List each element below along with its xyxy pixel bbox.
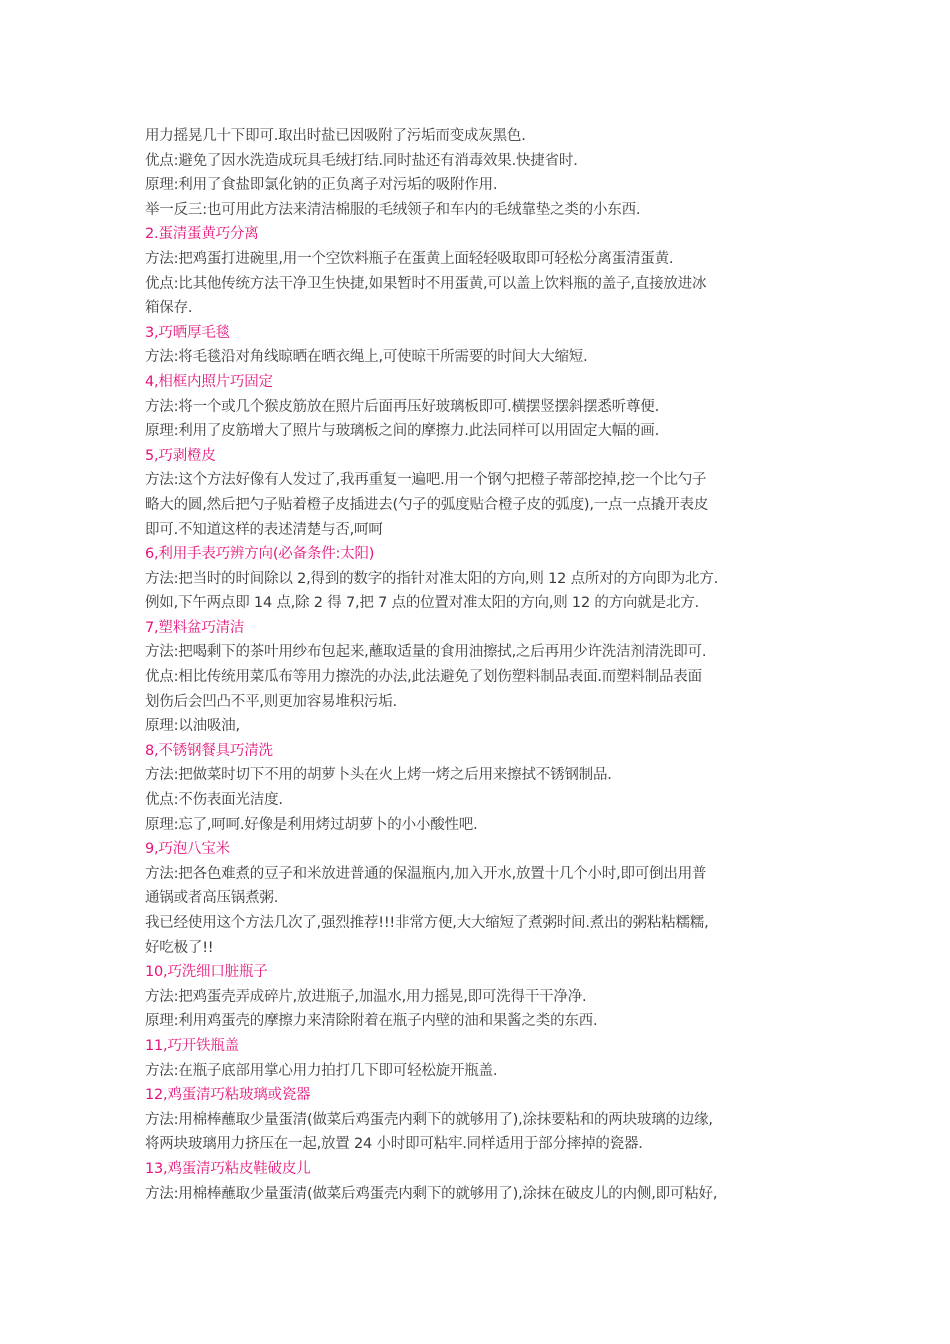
- body-text-line: 原理:忘了,呵呵.好像是利用烤过胡萝卜的小小酸性吧.: [145, 816, 478, 833]
- body-text-line: 方法:把各色难煮的豆子和米放进普通的保温瓶内,加入开水,放置十几个小时,即可倒出用普: [145, 865, 707, 882]
- body-text-line: 方法:把鸡蛋打进碗里,用一个空饮料瓶子在蛋黄上面轻轻吸取即可轻松分离蛋清蛋黄.: [145, 250, 674, 267]
- section-heading: 6,利用手表巧辨方向(必备条件:太阳): [145, 546, 375, 563]
- body-text-line: 方法:把喝剩下的茶叶用纱布包起来,蘸取适量的食用油擦拭,之后再用少许洗洁剂清洗即可.: [145, 644, 707, 661]
- section-heading: 10,巧洗细口脏瓶子: [145, 964, 268, 981]
- body-text-line: 将两块玻璃用力挤压在一起,放置 24 小时即可粘牢.同样适用于部分摔掉的瓷器.: [145, 1136, 643, 1153]
- body-text-line: 原理:利用了皮筋增大了照片与玻璃板之间的摩擦力.此法同样可以用固定大幅的画.: [145, 423, 660, 440]
- body-text-line: 略大的圆,然后把勺子贴着橙子皮插进去(勺子的弧度贴合橙子皮的弧度),一点一点撬开表皮: [145, 496, 709, 513]
- body-text-line: 方法:将毛毯沿对角线晾晒在晒衣绳上,可使晾干所需要的时间大大缩短.: [145, 349, 588, 366]
- body-text-line: 划伤后会凹凸不平,则更加容易堆积污垢.: [145, 693, 397, 710]
- body-text-line: 方法:把当时的时间除以 2,得到的数字的指针对准太阳的方向,则 12 点所对的方向即为北方.: [145, 570, 719, 587]
- body-text-line: 方法:用棉棒蘸取少量蛋清(做菜后鸡蛋壳内剩下的就够用了),涂抹在破皮儿的内侧,即可粘好,: [145, 1185, 718, 1202]
- body-text-line: 原理:利用鸡蛋壳的摩擦力来清除附着在瓶子内壁的油和果酱之类的东西.: [145, 1013, 598, 1030]
- body-text-line: 方法:将一个或几个猴皮筋放在照片后面再压好玻璃板即可.横摆竖摆斜摆悉听尊便.: [145, 398, 660, 415]
- section-heading: 11,巧开铁瓶盖: [145, 1037, 239, 1054]
- section-heading: 13,鸡蛋清巧粘皮鞋破皮儿: [145, 1160, 311, 1177]
- section-heading: 5,巧剥橙皮: [145, 447, 216, 464]
- body-text-line: 优点:不伤表面光洁度.: [145, 792, 283, 809]
- body-text-line: 优点:避免了因水洗造成玩具毛绒打结.同时盐还有消毒效果.快捷省时.: [145, 152, 578, 169]
- section-heading: 4,相框内照片巧固定: [145, 373, 273, 390]
- section-heading: 7,塑料盆巧清洁: [145, 619, 245, 636]
- section-heading: 12,鸡蛋清巧粘玻璃或瓷器: [145, 1087, 311, 1104]
- body-text-line: 方法:这个方法好像有人发过了,我再重复一遍吧.用一个钢勺把橙子蒂部挖掉,挖一个比勺子: [145, 472, 707, 489]
- section-heading: 9,巧泡八宝米: [145, 841, 230, 858]
- document-body: [145, 124, 815, 1206]
- body-text-line: 通锅或者高压锅煮粥.: [145, 890, 279, 907]
- section-heading: 8,不锈钢餐具巧清洗: [145, 742, 273, 759]
- body-text-line: 原理:利用了食盐即氯化钠的正负离子对污垢的吸附作用.: [145, 177, 498, 194]
- body-text-line: 优点:相比传统用菜瓜布等用力擦洗的办法,此法避免了划伤塑料制品表面.而塑料制品表面: [145, 669, 702, 686]
- body-text-line: 用力摇晃几十下即可.取出时盐已因吸附了污垢而变成灰黑色.: [145, 128, 526, 144]
- body-text-line: 我已经使用这个方法几次了,强烈推荐!!!非常方便,大大缩短了煮粥时间.煮出的粥粘粘糯糯,: [145, 915, 709, 931]
- body-text-line: 方法:用棉棒蘸取少量蛋清(做菜后鸡蛋壳内剩下的就够用了),涂抹要粘和的两块玻璃的边缘,: [145, 1111, 713, 1128]
- body-text-line: 好吃极了!!: [145, 939, 214, 956]
- body-text-line: 方法:在瓶子底部用掌心用力拍打几下即可轻松旋开瓶盖.: [145, 1062, 498, 1079]
- body-text-line: 箱保存.: [145, 300, 193, 317]
- body-text-line: 优点:比其他传统方法干净卫生快捷,如果暂时不用蛋黄,可以盖上饮料瓶的盖子,直接放进冰: [145, 275, 707, 292]
- body-text-line: 原理:以油吸油,: [145, 718, 240, 735]
- body-text-line: 方法:把做菜时切下不用的胡萝卜头在火上烤一烤之后用来擦拭不锈钢制品.: [145, 767, 612, 784]
- body-text-line: 举一反三:也可用此方法来清洁棉服的毛绒领子和车内的毛绒靠垫之类的小东西.: [145, 201, 641, 218]
- section-heading: 2.蛋清蛋黄巧分离: [145, 226, 259, 243]
- body-text-line: 例如,下午两点即 14 点,除 2 得 7,把 7 点的位置对准太阳的方向,则 12 的方向就是北方.: [145, 595, 699, 612]
- body-text-line: 即可.不知道这样的表述清楚与否,呵呵: [145, 521, 383, 538]
- body-text-line: 方法:把鸡蛋壳弄成碎片,放进瓶子,加温水,用力摇晃,即可洗得干干净净.: [145, 988, 587, 1005]
- section-heading: 3,巧晒厚毛毯: [145, 324, 230, 341]
